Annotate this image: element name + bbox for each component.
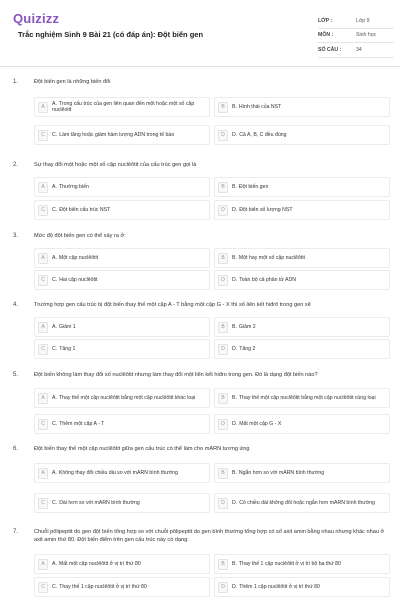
option-label: D.	[232, 420, 238, 427]
meta-row-question-count	[318, 43, 394, 58]
option-text: Làm tăng hoặc giảm hàm lượng ADN trong tế bào	[59, 131, 175, 138]
option-letter-badge: B	[218, 322, 228, 333]
question-number: 6.	[13, 446, 19, 452]
option-letter-badge: B	[218, 182, 228, 193]
option-label: A.	[52, 323, 57, 330]
option-letter-badge: B	[218, 559, 228, 570]
option-letter-badge: A	[38, 253, 48, 264]
option-label: B.	[232, 560, 237, 567]
option-letter-badge: B	[218, 393, 228, 404]
option-b[interactable]	[214, 317, 390, 337]
option-text: Một cặp nuclêôtit	[58, 254, 99, 261]
option-d[interactable]	[214, 414, 390, 434]
option-text: Thêm 1 cặp nuclêôtit ở vị trí thứ 80	[239, 583, 320, 590]
option-d[interactable]	[214, 493, 390, 513]
option-a[interactable]	[34, 317, 210, 337]
option-text: Thay thế một cặp nuclêôtit bằng một cặp nuclêôtit cùng loại	[238, 394, 376, 401]
option-letter-badge: D	[218, 205, 228, 216]
question-text: Đột biến thay thế một cặp nuclêôtit giữa gen cấu trúc có thể làm cho mARN tương ứng	[34, 446, 250, 452]
option-label: C.	[52, 345, 58, 352]
option-letter-badge: A	[38, 393, 48, 404]
option-letter-badge: C	[38, 130, 48, 141]
option-letter-badge: B	[218, 102, 228, 113]
option-label: A.	[52, 560, 57, 567]
question-text: Đột biến gen là những biến đổi	[34, 79, 111, 85]
option-label: B.	[232, 183, 237, 190]
option-text: Đột biến cấu trúc NST	[59, 206, 111, 213]
option-text: Hai cặp nuclêôtit	[59, 276, 98, 283]
option-text: Mất một cặp nuclêôtit ở vị trí thứ 80	[58, 560, 141, 567]
option-d[interactable]	[214, 339, 390, 359]
option-a[interactable]	[34, 177, 210, 197]
option-letter-badge: D	[218, 130, 228, 141]
meta-key: SỐ CÂU :	[318, 46, 342, 53]
option-letter-badge: B	[218, 468, 228, 479]
option-c[interactable]	[34, 339, 210, 359]
option-text: Giảm 2	[238, 323, 256, 330]
option-text: Thêm một cặp A - T	[59, 420, 105, 427]
option-label: C.	[52, 499, 58, 506]
meta-value: 34	[356, 46, 362, 53]
option-c[interactable]	[34, 270, 210, 290]
option-letter-badge: C	[38, 275, 48, 286]
option-text: Đột biến số lượng NST	[239, 206, 293, 213]
option-text: Hình thái của NST	[238, 103, 282, 110]
question-number: 7.	[13, 529, 19, 535]
option-label: C.	[52, 420, 58, 427]
option-letter-badge: A	[38, 559, 48, 570]
option-d[interactable]	[214, 125, 390, 145]
worksheet-header	[0, 0, 400, 62]
option-letter-badge: D	[218, 344, 228, 355]
option-text: Trong cấu trúc của gen liên quan đến một hoặc một số cặp nuclêotit	[52, 100, 195, 113]
option-label: B.	[232, 254, 237, 261]
option-a[interactable]	[34, 97, 210, 117]
option-d[interactable]	[214, 577, 390, 597]
option-label: C.	[52, 131, 58, 138]
meta-value: Lớp 9	[356, 17, 370, 24]
option-text: Mất một cặp G - X	[239, 420, 282, 427]
quizizz-logo: Quizizz	[13, 11, 60, 26]
option-c[interactable]	[34, 200, 210, 220]
page-title: Trắc nghiệm Sinh 9 Bài 21 (có đáp án): Đột biến gen	[18, 30, 204, 39]
question-text: Trường hợp gen cấu trúc bị đột biến thay thế một cặp A - T bằng một cặp G - X thì số liên kết hiđrô trong gen sẽ	[34, 302, 311, 308]
option-label: A.	[52, 394, 57, 401]
meta-row-subject	[318, 29, 394, 44]
meta-key: MÔN :	[318, 32, 334, 39]
option-c[interactable]	[34, 125, 210, 145]
question-number: 3.	[13, 233, 19, 239]
option-letter-badge: A	[38, 322, 48, 333]
option-text: Thay thế một cặp nuclêôtit bằng một cặp nuclêôtit khác loại	[58, 394, 196, 401]
option-label: B.	[232, 323, 237, 330]
meta-row-grade	[318, 14, 394, 29]
option-label: C.	[52, 206, 58, 213]
option-label: A.	[52, 254, 57, 261]
option-letter-badge: D	[218, 419, 228, 430]
option-text: Giảm 1	[58, 323, 76, 330]
question-number: 5.	[13, 372, 19, 378]
option-label: B.	[232, 394, 237, 401]
option-a[interactable]	[34, 463, 210, 483]
question-number: 4.	[13, 302, 19, 308]
option-label: B.	[232, 469, 237, 476]
option-letter-badge: A	[38, 468, 48, 479]
option-b[interactable]	[214, 97, 390, 117]
option-text: Tăng 2	[239, 345, 256, 352]
option-d[interactable]	[214, 270, 390, 290]
option-label: A.	[52, 100, 57, 107]
option-letter-badge: C	[38, 419, 48, 430]
question-number: 2.	[13, 162, 19, 168]
option-text: Tăng 1	[59, 345, 76, 352]
option-text: Không thay đổi chiều dài so với mARN bình thường	[58, 469, 178, 476]
option-text: Đột biến gen	[238, 183, 269, 190]
option-b[interactable]	[214, 388, 390, 408]
option-label: D.	[232, 276, 238, 283]
option-letter-badge: C	[38, 498, 48, 509]
worksheet-meta	[318, 14, 394, 58]
option-text: Dài hơn so với mARN bình thường	[59, 499, 140, 506]
meta-value: Sinh học	[356, 32, 377, 39]
option-c[interactable]	[34, 493, 210, 513]
option-a[interactable]	[34, 248, 210, 268]
option-label: D.	[232, 499, 238, 506]
option-letter-badge: C	[38, 582, 48, 593]
option-text: Toàn bộ cả phân tử ADN	[239, 276, 297, 283]
question-text: Mức độ đột biến gen có thể xảy ra ở:	[34, 233, 126, 239]
option-letter-badge: A	[38, 182, 48, 193]
option-label: A.	[52, 183, 57, 190]
option-text: Một hay một số cặp nuclêôtit	[238, 254, 305, 261]
option-label: D.	[232, 206, 238, 213]
option-letter-badge: D	[218, 582, 228, 593]
question-number: 1.	[13, 79, 19, 85]
option-b[interactable]	[214, 463, 390, 483]
option-label: D.	[232, 345, 238, 352]
option-label: B.	[232, 103, 237, 110]
option-letter-badge: C	[38, 344, 48, 355]
option-text: Cả A, B, C đều đúng	[239, 131, 287, 138]
option-letter-badge: A	[38, 102, 48, 113]
option-text: Có chiều dài không đổi hoặc ngắn hơn mARN bình thường	[239, 499, 375, 506]
option-d[interactable]	[214, 200, 390, 220]
option-text: Thay thế 1 cặp nuclêôtit ở vị trí thứ 80	[59, 583, 147, 590]
option-b[interactable]	[214, 177, 390, 197]
header-divider	[0, 66, 400, 67]
option-letter-badge: C	[38, 205, 48, 216]
option-label: A.	[52, 469, 57, 476]
option-a[interactable]	[34, 554, 210, 574]
option-letter-badge: D	[218, 498, 228, 509]
question-text: Chuỗi pôlipeptit do gen đột biến tổng hợp so với chuỗi pôlipeptit do gen bình thường tổng hợp có số axit amin bằng nhau nhưng khác nhau ở axit amin thứ 80. Đột biến điểm trên gen cấu trúc này có dạng:	[34, 529, 385, 543]
option-b[interactable]	[214, 248, 390, 268]
option-letter-badge: B	[218, 253, 228, 264]
option-label: D.	[232, 583, 238, 590]
option-letter-badge: D	[218, 275, 228, 286]
question-text: Đột biến không làm thay đổi số nuclêôtit nhưng làm thay đổi một liên kết hiđro trong gen. Đó là dạng đột biến nào?	[34, 372, 318, 378]
option-c[interactable]	[34, 414, 210, 434]
option-a[interactable]	[34, 388, 210, 408]
option-text: Thay thế 1 cặp nuclêôtit ở vị trí bộ ba thứ 80	[238, 560, 341, 567]
option-text: Thường biến	[58, 183, 89, 190]
option-text: Ngắn hơn so với mARN bình thường	[238, 469, 325, 476]
question-text: Sự thay đổi một hoặc một số cặp nuclêôtit của cấu trúc gen gọi là	[34, 162, 197, 168]
option-label: C.	[52, 583, 58, 590]
meta-key: LỚP :	[318, 17, 333, 24]
option-label: D.	[232, 131, 238, 138]
option-c[interactable]	[34, 577, 210, 597]
option-label: C.	[52, 276, 58, 283]
option-b[interactable]	[214, 554, 390, 574]
